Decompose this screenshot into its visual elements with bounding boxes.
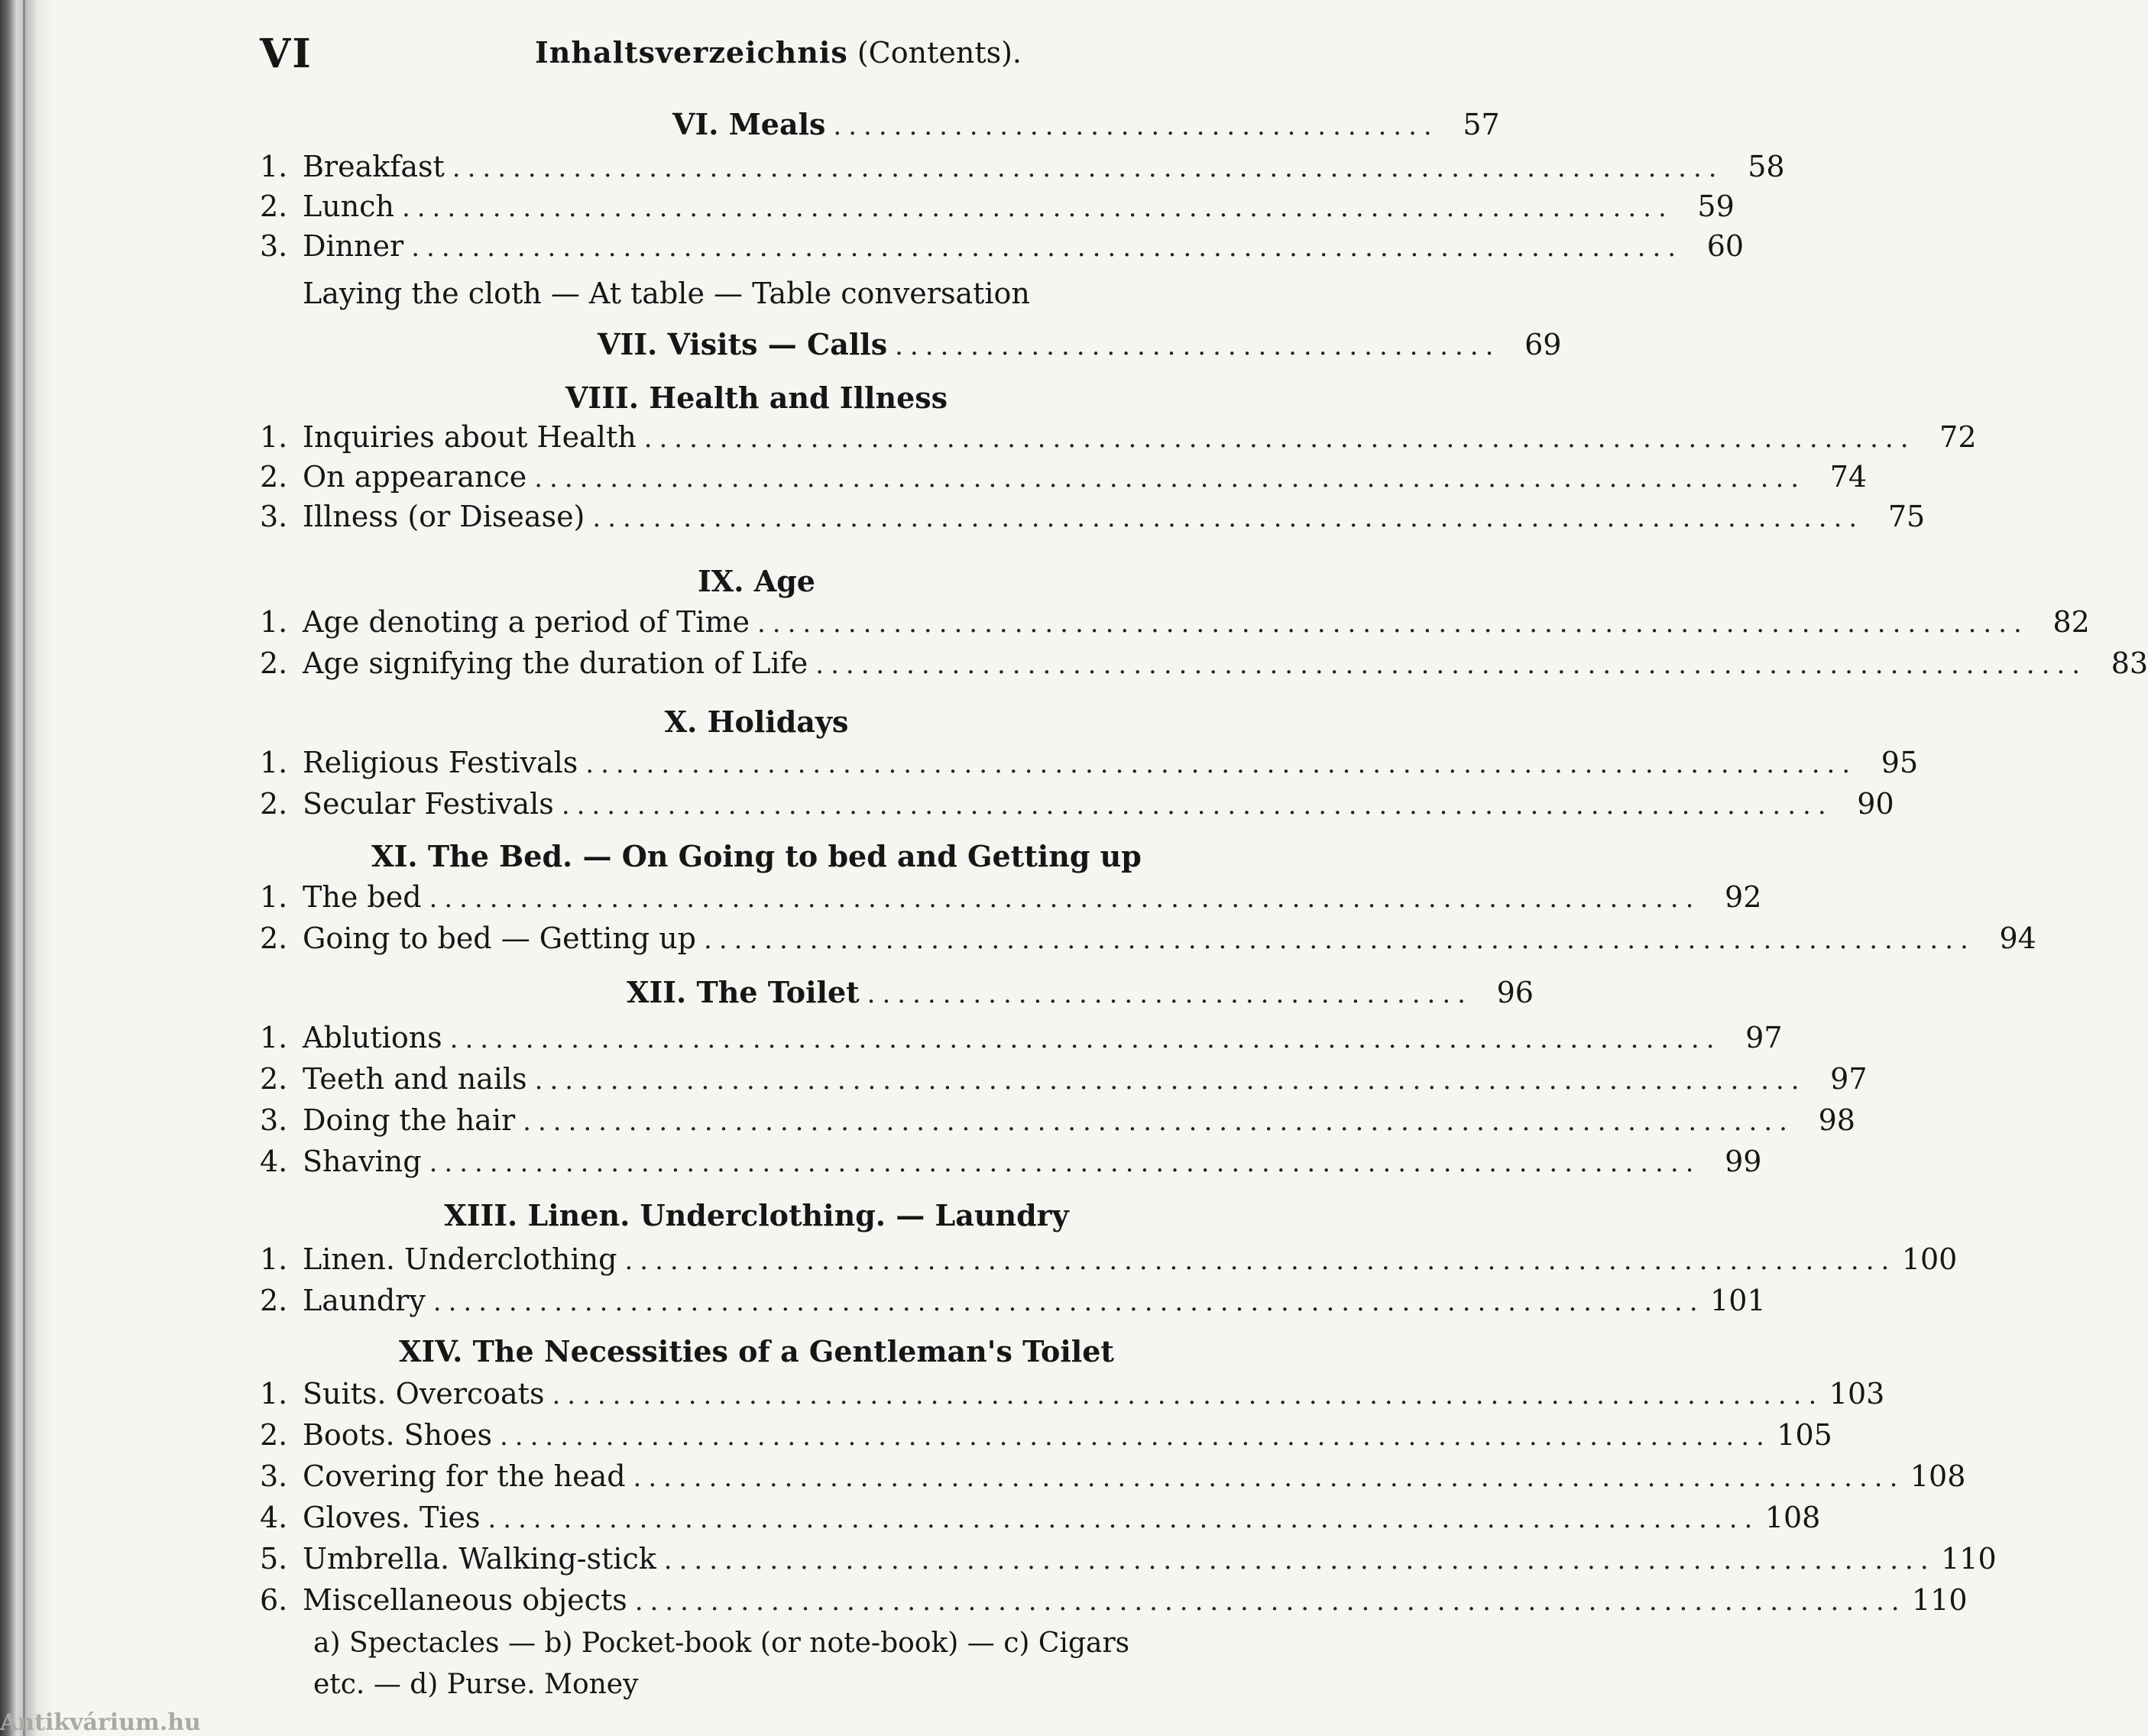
page-number: 103	[1829, 1377, 1885, 1410]
section-necessities: XIV. The Necessities of a Gentleman's Toilet	[399, 1334, 1114, 1368]
leader-dots: ....................................................................................	[411, 232, 1683, 263]
leader-dots: ....................................................................................	[633, 1462, 1905, 1493]
entry-number: 1.	[260, 1377, 288, 1410]
entry-label: Teeth and nails	[303, 1062, 527, 1096]
entry-number: 1.	[260, 605, 288, 639]
page-number: 96	[1496, 976, 1534, 1009]
toc-entry	[260, 1583, 1968, 1623]
entry-subtopics: Laying the cloth — At table — Table conversation	[303, 277, 1030, 310]
page-number: 108	[1910, 1459, 1966, 1493]
page-number: 110	[1941, 1542, 1997, 1576]
entry-number: 1.	[260, 1242, 288, 1276]
leader-dots: ....................................................................................	[449, 1024, 1722, 1054]
section-title: VII. Visits — Calls	[598, 327, 888, 361]
leader-dots: ....................................................................................	[488, 1504, 1760, 1534]
leader-dots: ....................................................................................	[643, 423, 1916, 454]
toc-entry	[260, 1103, 1855, 1143]
leader-dots: ....................................................................................	[534, 463, 1806, 494]
entry-number: 6.	[260, 1583, 288, 1617]
toc-entry	[260, 420, 1977, 460]
leader-dots: ....................................................................................	[452, 153, 1724, 183]
entry-label: Lunch	[303, 189, 394, 223]
toc-entry	[260, 921, 2036, 961]
entry-label: Umbrella. Walking-stick	[303, 1542, 656, 1576]
entry-label: Dinner	[303, 229, 404, 263]
page-number-roman: VI	[260, 31, 313, 77]
entry-number: 3.	[260, 1103, 288, 1137]
leader-dots: ....................................................................................	[552, 1380, 1824, 1410]
title-english: (Contents).	[857, 36, 1022, 70]
page-number: 98	[1818, 1103, 1855, 1137]
entry-number: 1.	[260, 420, 288, 454]
page-number: 82	[2052, 605, 2090, 639]
toc-entry	[260, 646, 2148, 686]
entry-number: 1.	[260, 1021, 288, 1054]
section-meals	[672, 107, 1500, 147]
entry-number: 2.	[260, 1062, 288, 1096]
section-holidays: X. Holidays	[664, 704, 849, 739]
page-number: 58	[1748, 150, 1785, 183]
entry-number: 1.	[260, 880, 288, 914]
toc-entry	[260, 1377, 1885, 1417]
entry-number: 4.	[260, 1145, 288, 1178]
entry-number: 2.	[260, 189, 288, 223]
page-number: 101	[1710, 1284, 1766, 1317]
page-number: 92	[1725, 880, 1762, 914]
toc-entry	[260, 1542, 1997, 1582]
page-number: 75	[1887, 500, 1926, 533]
entry-label: Going to bed — Getting up	[303, 921, 697, 955]
leader-dots: ....................................................................................	[429, 883, 1701, 914]
toc-entry	[260, 229, 1745, 269]
entry-number: 1.	[260, 746, 288, 779]
toc-entry	[260, 1459, 1966, 1499]
section-age: IX. Age	[698, 564, 815, 598]
page-number: 108	[1764, 1501, 1821, 1534]
entry-label: Age signifying the duration of Life	[303, 646, 808, 680]
page-number: 100	[1901, 1242, 1958, 1276]
spine-edge-line	[23, 0, 25, 1736]
watermark-text: Antikvárium.hu	[0, 1709, 201, 1736]
entry-label: Boots. Shoes	[303, 1418, 492, 1452]
entry-label: Inquiries about Health	[303, 420, 637, 454]
entry-label: Secular Festivals	[303, 787, 554, 821]
entry-number: 3.	[260, 500, 288, 533]
entry-label: Shaving	[303, 1145, 422, 1178]
page-number: 99	[1725, 1145, 1762, 1178]
toc-entry	[260, 605, 2090, 645]
page-number: 97	[1830, 1062, 1868, 1096]
section-title: XII. The Toilet	[627, 975, 860, 1009]
page-number: 60	[1706, 229, 1745, 263]
entry-label: Miscellaneous objects	[303, 1583, 627, 1617]
entry-label: The bed	[303, 880, 422, 914]
leader-dots: ....................................................................................	[429, 1148, 1701, 1178]
entry-label: Laundry	[303, 1284, 426, 1317]
entry-label: Gloves. Ties	[303, 1501, 481, 1534]
section-bed: XI. The Bed. — On Going to bed and Getting up	[371, 839, 1142, 873]
leader-dots: ........................................	[867, 979, 1472, 1009]
toc-entry	[260, 1145, 1762, 1184]
section-health: VIII. Health and Illness	[565, 381, 948, 415]
page-number: 69	[1524, 328, 1562, 361]
page-title	[535, 35, 1022, 70]
toc-entry	[260, 1284, 1766, 1323]
page-number: 94	[1999, 921, 2036, 955]
entry-number: 2.	[260, 787, 288, 821]
leader-dots: ........................................	[833, 111, 1439, 141]
page-number: 105	[1777, 1418, 1832, 1452]
page-number: 72	[1939, 420, 1977, 454]
entry-label: Illness (or Disease)	[303, 500, 585, 533]
entry-label: Linen. Underclothing	[303, 1242, 617, 1276]
entry-label: On appearance	[303, 460, 527, 494]
toc-entry	[260, 1021, 1783, 1061]
entry-number: 2.	[260, 1418, 288, 1452]
leader-dots: ....................................................................................	[704, 925, 1975, 955]
leader-dots: ....................................................................................	[634, 1586, 1907, 1617]
entry-number: 2.	[260, 1284, 288, 1317]
page-number: 90	[1857, 787, 1894, 821]
toc-entry	[260, 787, 1894, 827]
entry-number: 4.	[260, 1501, 288, 1534]
leader-dots: ........................................	[895, 331, 1501, 361]
toc-entry	[260, 460, 1868, 500]
toc-entry	[260, 880, 1762, 920]
leader-dots: ....................................................................................	[585, 749, 1858, 779]
page-number: 97	[1745, 1021, 1783, 1054]
leader-dots: ....................................................................................	[534, 1065, 1806, 1096]
toc-entry	[260, 150, 1785, 189]
leader-dots: ....................................................................................	[815, 649, 2088, 680]
entry-label: Doing the hair	[303, 1103, 516, 1137]
page-number: 74	[1829, 460, 1868, 494]
section-visits	[598, 327, 1562, 367]
entry-label: Age denoting a period of Time	[303, 605, 750, 639]
leader-dots: ....................................................................................	[499, 1421, 1771, 1452]
section-title: VI. Meals	[672, 107, 826, 141]
entry-number: 2.	[260, 646, 288, 680]
page-header	[260, 31, 1253, 76]
page-number: 83	[2111, 646, 2148, 680]
page-number: 110	[1912, 1583, 1968, 1617]
page-number: 59	[1697, 189, 1735, 223]
leader-dots: ....................................................................................	[663, 1545, 1936, 1576]
leader-dots: ....................................................................................	[401, 193, 1673, 223]
entry-label: Suits. Overcoats	[303, 1377, 545, 1410]
toc-entry	[260, 189, 1735, 229]
toc-entry	[260, 500, 1926, 539]
book-spine-shadow	[0, 0, 53, 1736]
toc-entry	[260, 1501, 1821, 1540]
leader-dots: ....................................................................................	[561, 790, 1833, 821]
entry-number: 2.	[260, 921, 288, 955]
title-german: Inhaltsverzeichnis	[535, 35, 848, 70]
entry-label: Ablutions	[303, 1021, 442, 1054]
leader-dots: ....................................................................................	[523, 1106, 1794, 1137]
leader-dots: ....................................................................................	[433, 1287, 1705, 1317]
entry-label: Religious Festivals	[303, 746, 578, 779]
leader-dots: ....................................................................................	[757, 608, 2029, 639]
entry-number: 2.	[260, 460, 288, 494]
entry-label: Breakfast	[303, 150, 445, 183]
toc-entry	[260, 746, 1919, 785]
entry-number: 3.	[260, 229, 288, 263]
toc-entry	[260, 1418, 1832, 1458]
leader-dots: ....................................................................................	[592, 503, 1865, 533]
toc-entry	[260, 1062, 1868, 1102]
page-number: 95	[1881, 746, 1919, 779]
entry-number: 1.	[260, 150, 288, 183]
toc-entry	[260, 1242, 1958, 1282]
entry-subtopics-line1: a) Spectacles — b) Pocket-book (or note-book) — c) Cigars	[313, 1628, 1130, 1659]
leader-dots: ....................................................................................	[624, 1245, 1897, 1276]
section-linen: XIII. Linen. Underclothing. — Laundry	[444, 1198, 1069, 1232]
entry-subtopics-line2: etc. — d) Purse. Money	[313, 1669, 639, 1700]
entry-number: 5.	[260, 1542, 288, 1576]
entry-number: 3.	[260, 1459, 288, 1493]
section-toilet	[627, 975, 1534, 1015]
entry-label: Covering for the head	[303, 1459, 626, 1493]
page-number: 57	[1463, 108, 1500, 141]
